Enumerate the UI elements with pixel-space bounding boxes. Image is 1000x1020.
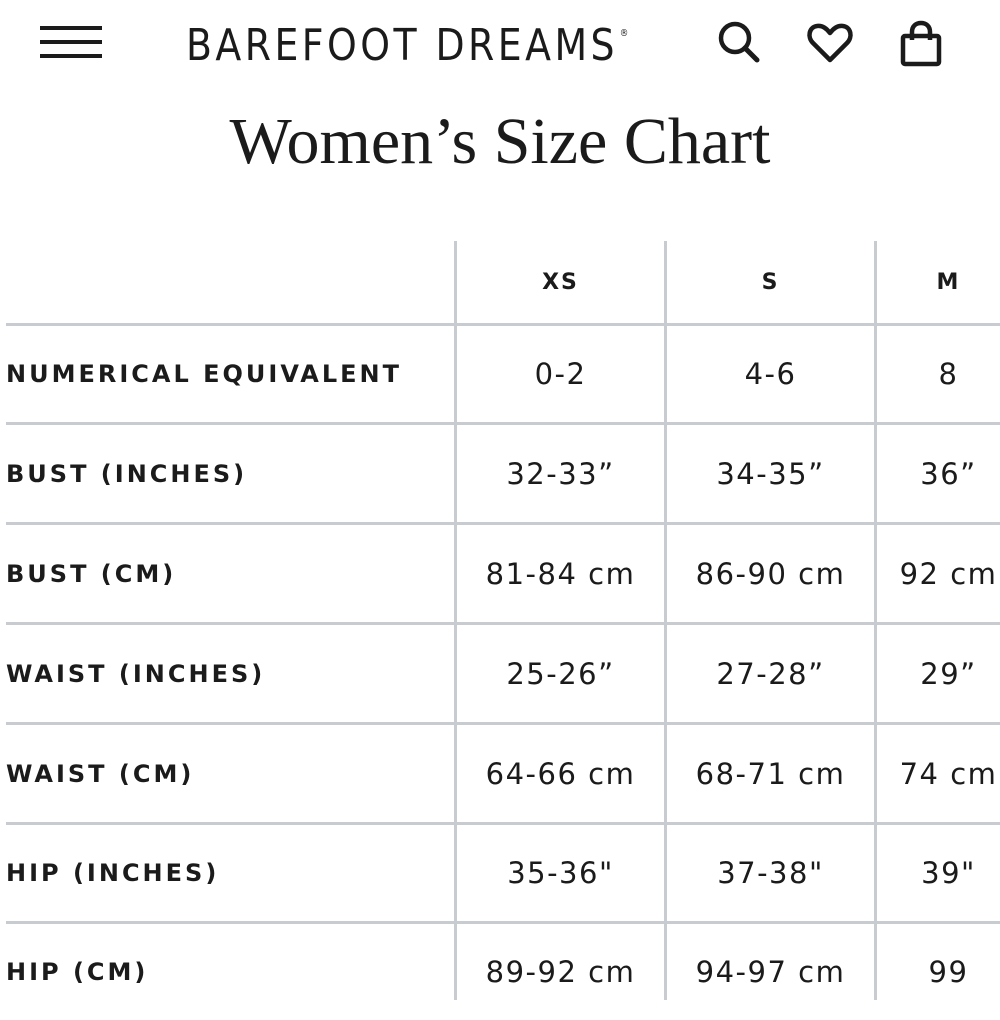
table-cell: 74 cm	[899, 756, 998, 791]
site-header	[0, 0, 1000, 92]
menu-line	[40, 40, 102, 44]
table-cell: 4-6	[744, 357, 797, 391]
table-cell: 34-35”	[716, 456, 825, 491]
registered-mark: ®	[619, 27, 629, 39]
table-cell: 8	[938, 357, 959, 391]
table-cell: 37-38"	[717, 856, 824, 890]
row-label-hip-inches: HIP (INCHES)	[6, 859, 220, 887]
table-cell: 68-71 cm	[695, 756, 846, 791]
row-label-bust-cm: BUST (CM)	[6, 559, 177, 588]
shopping-bag-icon	[896, 18, 946, 68]
table-cell: 64-66 cm	[485, 756, 636, 791]
column-header-m: M	[936, 269, 961, 295]
row-label-hip-cm: HIP (CM)	[6, 958, 149, 986]
page-title: Women’s Size Chart	[229, 105, 771, 178]
table-cell: 99	[928, 955, 969, 989]
table-cell: 0-2	[534, 357, 587, 391]
heart-icon	[805, 18, 855, 68]
table-cell: 81-84 cm	[485, 556, 636, 591]
table-cell: 32-33”	[506, 456, 615, 491]
search-button[interactable]	[714, 18, 764, 68]
table-cell: 39"	[921, 856, 976, 890]
row-label-bust-inches: BUST (INCHES)	[6, 459, 248, 488]
menu-line	[40, 26, 102, 30]
column-header-s: S	[761, 269, 780, 295]
wishlist-button[interactable]	[805, 18, 855, 68]
table-cell: 35-36"	[507, 856, 614, 890]
menu-line	[40, 54, 102, 58]
row-label-waist-inches: WAIST (INCHES)	[6, 659, 266, 688]
table-cell: 86-90 cm	[695, 556, 846, 591]
shopping-bag-button[interactable]	[896, 18, 946, 68]
table-cell: 29”	[920, 656, 977, 691]
size-chart-table	[0, 241, 1000, 1000]
row-label-numerical-equivalent: NUMERICAL EQUIVALENT	[6, 360, 402, 388]
table-cell: 89-92 cm	[485, 955, 636, 989]
table-cell: 36”	[920, 456, 977, 491]
brand-logo[interactable]	[186, 14, 629, 76]
search-icon	[714, 18, 764, 68]
table-cell: 25-26”	[506, 656, 615, 691]
table-cell: 92 cm	[899, 556, 998, 591]
hamburger-menu-icon[interactable]	[40, 26, 102, 62]
column-header-xs: XS	[542, 269, 579, 295]
row-label-waist-cm: WAIST (CM)	[6, 759, 195, 788]
table-cell: 27-28”	[716, 656, 825, 691]
table-cell: 94-97 cm	[695, 955, 846, 989]
brand-name: BAREFOOT DREAMS	[186, 19, 619, 71]
